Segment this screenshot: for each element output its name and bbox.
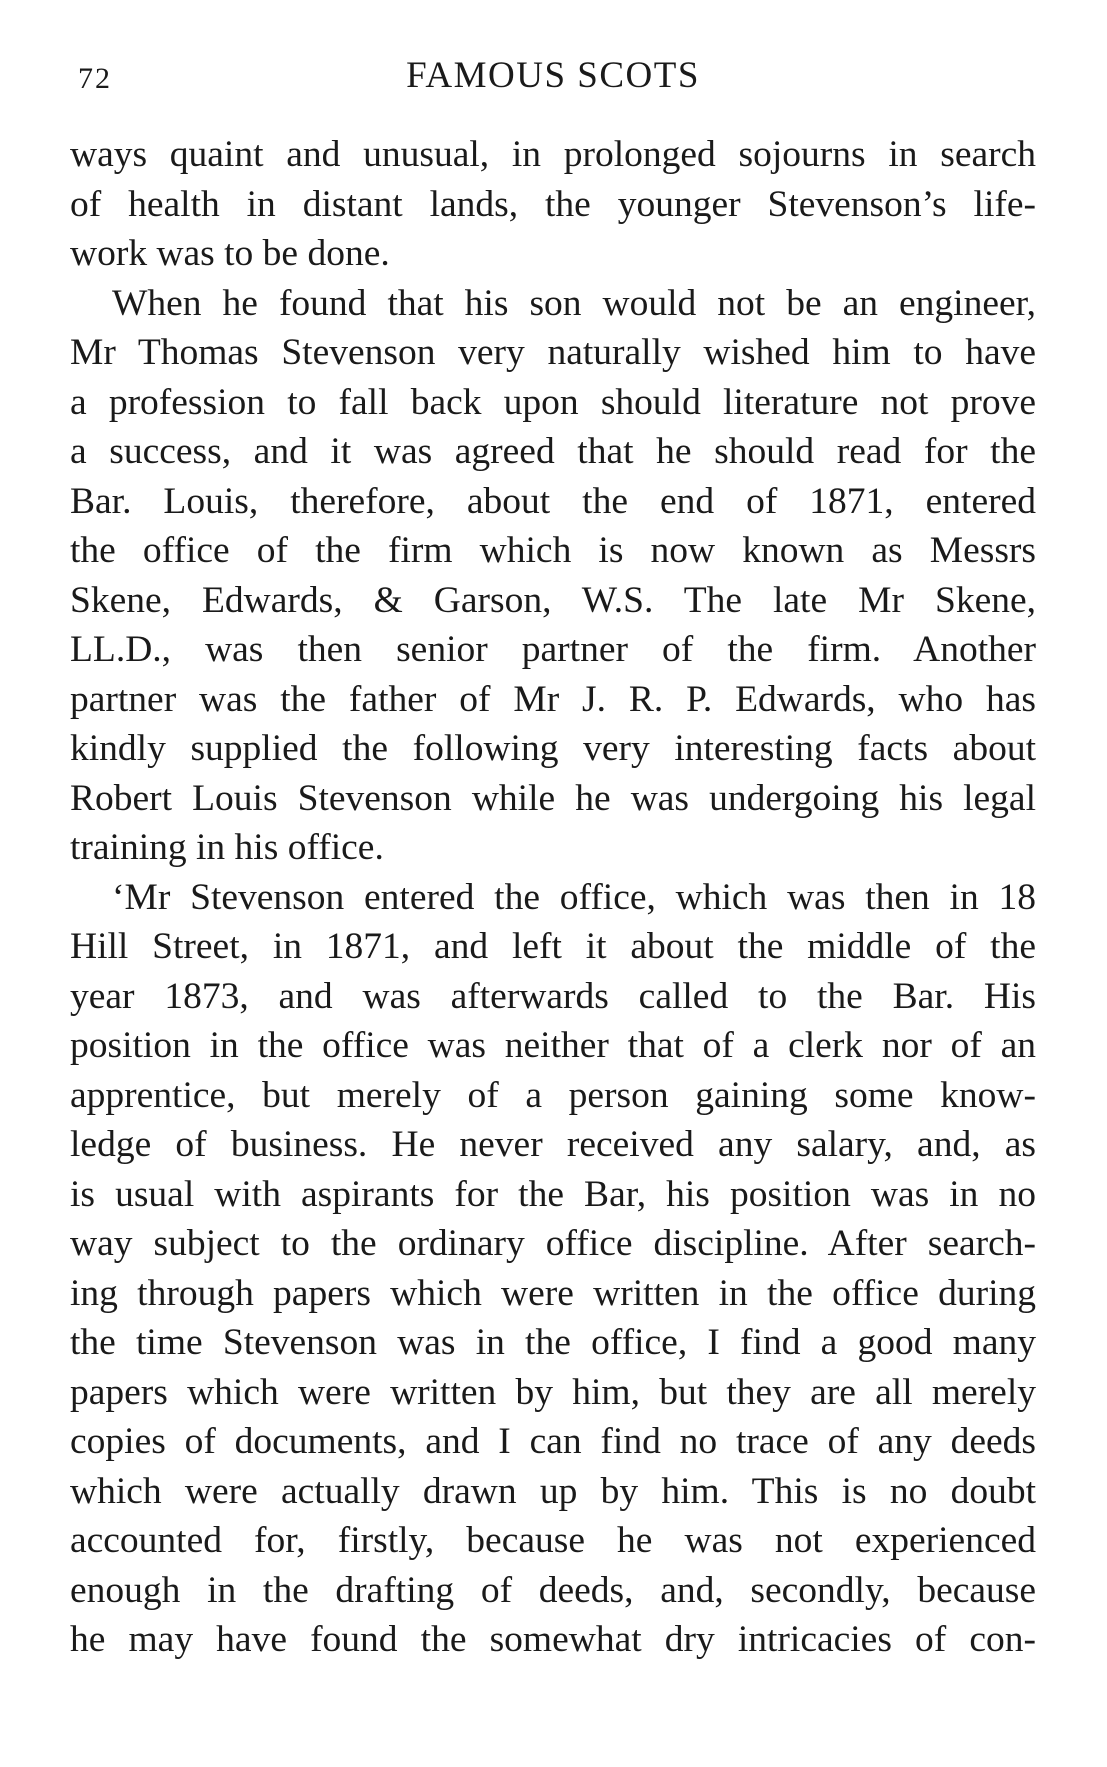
text-line: Skene, Edwards, & Garson, W.S. The late Mr Skene, xyxy=(70,579,1036,621)
text-line: Mr Thomas Stevenson very naturally wished him to have xyxy=(70,332,1036,373)
running-head xyxy=(70,48,1036,108)
text-line: a profession to fall back upon should literature not prove xyxy=(70,381,1036,423)
text-line: is usual with aspirants for the Bar, his position was in no xyxy=(70,1173,1036,1215)
paragraph xyxy=(70,130,1036,279)
text-line: When he found that his son would not be an engineer, xyxy=(112,282,1036,324)
text-line: which were actually drawn up by him. This is no doubt xyxy=(70,1470,1036,1512)
text-line: ‘Mr Stevenson entered the office, which was then in 18 xyxy=(112,876,1036,918)
text-line: the time Stevenson was in the office, I find a good many xyxy=(70,1322,1036,1363)
text-line: kindly supplied the following very interesting facts about xyxy=(70,728,1036,769)
text-line: a success, and it was agreed that he should read for the xyxy=(70,431,1036,472)
page-number: 72 xyxy=(78,62,112,95)
paragraph xyxy=(70,279,1036,873)
text-line: copies of documents, and I can find no trace of any deeds xyxy=(70,1421,1036,1462)
text-line: apprentice, but merely of a person gaining some know- xyxy=(70,1074,1036,1116)
text-line: the office of the firm which is now known as Messrs xyxy=(70,530,1036,571)
text-line: papers which were written by him, but they are all merely xyxy=(70,1371,1036,1413)
book-page xyxy=(70,48,1036,1665)
text-line: way subject to the ordinary office discipline. After search- xyxy=(70,1223,1036,1264)
text-line: partner was the father of Mr J. R. P. Edwards, who has xyxy=(70,678,1036,720)
text-line: LL.D., was then senior partner of the firm. Another xyxy=(70,629,1036,670)
text-line: Bar. Louis, therefore, about the end of 1871, entered xyxy=(70,480,1036,522)
text-line: accounted for, firstly, because he was not experienced xyxy=(70,1520,1036,1561)
running-title: FAMOUS SCOTS xyxy=(406,55,700,96)
text-line: year 1873, and was afterwards called to the Bar. His xyxy=(70,975,1036,1017)
text-line: he may have found the somewhat dry intricacies of con- xyxy=(70,1619,1036,1660)
text-line: ledge of business. He never received any salary, and, as xyxy=(70,1124,1036,1165)
paragraph xyxy=(70,873,1036,1665)
text-line: work was to be done. xyxy=(70,233,390,274)
text-line: position in the office was neither that of a clerk nor of an xyxy=(70,1025,1036,1066)
body-text xyxy=(70,130,1036,1665)
text-line: Hill Street, in 1871, and left it about the middle of the xyxy=(70,926,1036,967)
text-line: ing through papers which were written in the office during xyxy=(70,1272,1036,1314)
text-line: Robert Louis Stevenson while he was undergoing his legal xyxy=(70,777,1036,819)
text-line: training in his office. xyxy=(70,827,384,868)
text-line: enough in the drafting of deeds, and, secondly, because xyxy=(70,1569,1036,1611)
text-line: ways quaint and unusual, in prolonged sojourns in search xyxy=(70,134,1036,175)
text-line: of health in distant lands, the younger Stevenson’s life- xyxy=(70,183,1036,225)
